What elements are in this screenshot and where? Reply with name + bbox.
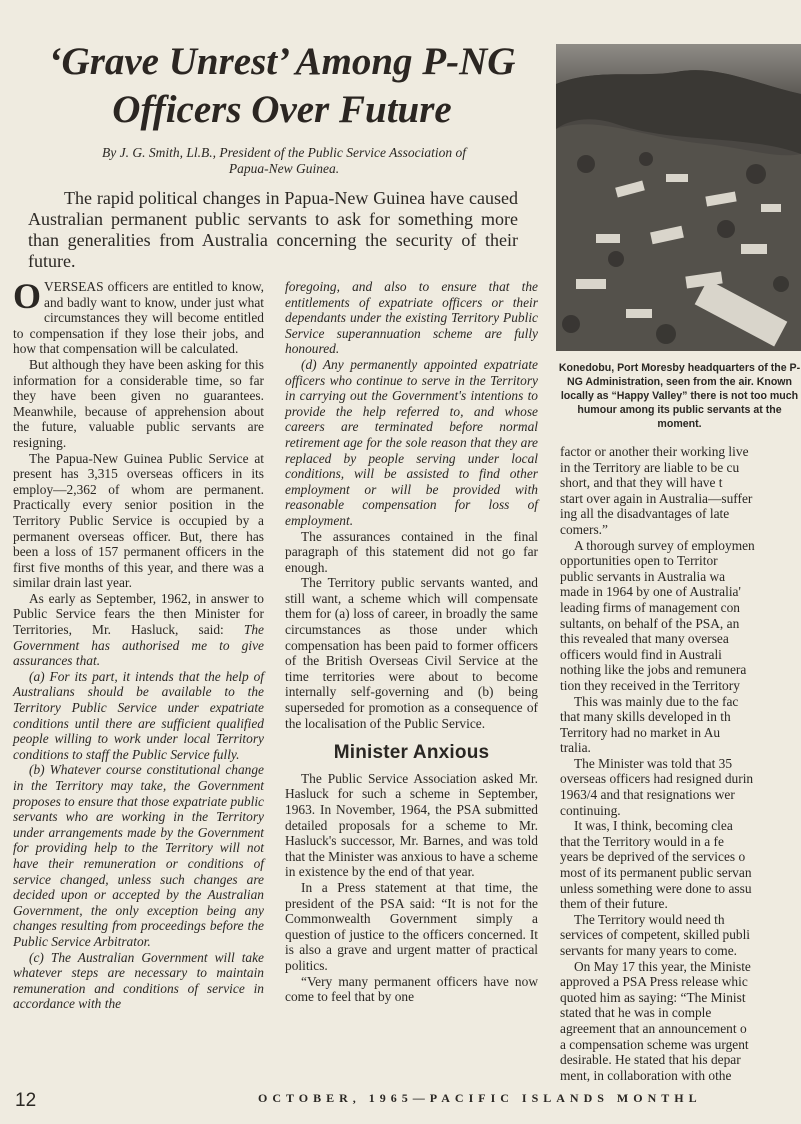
col1-paragraph-3: The Papua-New Guinea Public Service at present has 3,315 overseas officers in its employ—2,362 of whom are permanent. Practically every senior position in the Territory Public Service is occupied by a permanent overseas officer. But, there has been a loss of 157 permanent officers in the first five months of this year, and there was a similar drain last year. xyxy=(13,450,264,591)
col3-line: stated that he was in comple xyxy=(560,1005,712,1021)
col2-paragraph-4: The Territory public servants wanted, and still want, a scheme which will compensate them for (a) loss of career, in broadly the same circumstances as those under which compensation has been paid to former officers of the British Overseas Civil Service at the time territories were about to become internally self-governing and (b) being superseded for promotion as a consequence of the localisation of the Public Service. xyxy=(285,575,538,731)
col3-line: most of its permanent public servan xyxy=(560,865,752,881)
col2-paragraph-3: The assurances contained in the final paragraph of this statement did not go far enough. xyxy=(285,528,538,575)
column-1 xyxy=(13,276,264,1012)
col3-line: years be deprived of the services o xyxy=(560,849,746,865)
col3-line: leading firms of management con xyxy=(560,599,740,615)
photo-caption: Konedobu, Port Moresby headquarters of the P-NG Administration, seen from the air. Known locally as “Happy Valley” there is not too much humour among its public servants at the moment. xyxy=(558,362,801,430)
aerial-photo xyxy=(556,44,801,351)
col3-line: that the Territory would in a fe xyxy=(560,833,724,849)
col3-line: A thorough survey of employmen xyxy=(574,537,755,553)
col3-line: this revealed that many oversea xyxy=(560,631,729,647)
col3-line: On May 17 this year, the Ministe xyxy=(574,958,751,974)
col2-paragraph-6: In a Press statement at that time, the president of the PSA said: “It is not for the Commonwealth Government simply a question of justice to the officers concerned. It is also a grave and urgent matter of practical politics. xyxy=(285,879,538,973)
col3-line: quoted him as saying: “The Minist xyxy=(560,989,746,1005)
col3-line: that many skills developed in th xyxy=(560,709,731,725)
col3-line: This was mainly due to the fac xyxy=(574,693,739,709)
col3-line: ing all the disadvantages of late xyxy=(560,506,730,522)
col3-line: opportunities open to Territor xyxy=(560,553,718,569)
col3-line: 1963/4 and that resignations wer xyxy=(560,787,735,803)
headline-line-2: Officers Over Future xyxy=(112,88,452,131)
col3-line: It was, I think, becoming clea xyxy=(574,818,733,834)
col3-line: made in 1964 by one of Australia' xyxy=(560,584,741,600)
col2-paragraph-5: The Public Service Association asked Mr. Hasluck for such a scheme in September, 1963. In November, 1964, the PSA submitted detailed proposals for a scheme to Mr. Hasluck's successor, Mr. Barnes, and was told that the Minister was anxious to have a scheme in existence by the end of that year. xyxy=(285,770,538,880)
col3-line: tralia. xyxy=(560,740,591,756)
col3-line: The Minister was told that 35 xyxy=(574,755,733,771)
col3-line: tion they received in the Territory xyxy=(560,677,740,693)
col1-paragraph-6: (b) Whatever course constitutional change in the Territory may take, the Government proposes to ensure that those expatriate public servants who are working in the Territory under arrangements made by the Government for providing help to the Territory will not have their remuneration or conditions of service changed, unless such changes are decided upon or accepted by the Australian Government, the only exception being any changes resulting from proceedings before the Public Service Arbitrator. xyxy=(13,762,264,949)
col3-line: start over again in Australia—suffer xyxy=(560,490,753,506)
col3-line: comers.” xyxy=(560,521,608,537)
col3-line: agreement that an announcement o xyxy=(560,1020,747,1036)
col3-line: Territory had no market in Au xyxy=(560,724,721,740)
col1-paragraph-4: As early as September, 1962, in answer to Public Service fears the then Minister for Territories, Mr. Hasluck, said: The Government has authorised me to give assurances that. xyxy=(13,590,264,669)
col3-line: approved a PSA Press release whic xyxy=(560,974,748,990)
drop-cap: O xyxy=(13,276,42,316)
col3-line: public servants in Australia wa xyxy=(560,568,726,584)
col3-line: in the Territory are liable to be cu xyxy=(560,459,740,475)
col3-line: factor or another their working live xyxy=(560,444,749,459)
column-2 xyxy=(285,279,538,1005)
column-3 xyxy=(560,444,801,1084)
col3-line: The Territory would need th xyxy=(574,911,725,927)
col3-line: services of competent, skilled publi xyxy=(560,927,751,943)
col3-line: ment, in collaboration with othe xyxy=(560,1067,732,1083)
col2-paragraph-1: foregoing, and also to ensure that the entitlements of expatriate officers or their dependants under the existing Territory Public Service superannuation scheme are fully honoured. xyxy=(285,279,538,357)
headline-line-1: ‘Grave Unrest’ Among P-NG xyxy=(48,40,516,83)
col1-paragraph-5: (a) For its part, it intends that the help of Australians should be available to the Territory Public Service under expatriate conditions until there are sufficient qualified people willing to work under local Territory conditions to staff the Public Service fully. xyxy=(13,668,264,762)
aerial-photo-image xyxy=(556,44,801,351)
running-footer: OCTOBER, 1965—PACIFIC ISLANDS MONTHL xyxy=(258,1091,702,1105)
col3-line: officers would find in Australi xyxy=(560,646,722,662)
col1-paragraph-1: OVERSEAS officers are entitled to know, and badly want to know, under just what circumstances they will become entitled to compensation if they lose their jobs, and how that compensation will be calculated. xyxy=(13,276,264,357)
byline-line-1: By J. G. Smith, Ll.B., President of the Public Service Association of xyxy=(101,145,467,160)
col3-line: them of their future. xyxy=(560,896,668,912)
col3-line: desirable. He stated that his depar xyxy=(560,1052,741,1068)
col1-paragraph-7: (c) The Australian Government will take whatever steps are necessary to maintain remuneration and conditions of service in accordance with the xyxy=(13,949,264,1012)
col3-line: continuing. xyxy=(560,802,621,818)
col3-line: overseas officers had resigned durin xyxy=(560,771,754,787)
col3-line: unless something were done to assu xyxy=(560,880,752,896)
col2-paragraph-7: “Very many permanent officers have now come to feel that by one xyxy=(285,973,538,1005)
col3-line: servants for many years to come. xyxy=(560,943,737,958)
standfirst: The rapid political changes in Papua-New Guinea have caused Australian permanent public servants to ask for something more than generalities from Australia concerning the security of their future. xyxy=(28,188,518,271)
col2-paragraph-2: (d) Any permanently appointed expatriate officers who continue to serve in the Territory in carrying out the Government's intentions to provide the help referred to, and whose careers are terminated before normal retirement age for the sole reason that they are replaced by people serving under local conditions, will be assisted to find other employment or will be provided with reasonable compensation for loss of employment. xyxy=(285,356,538,528)
col3-line: a compensation scheme was urgent xyxy=(560,1036,749,1052)
col1-paragraph-2: But although they have been asking for this information for a considerable time, so far they have been given no guarantees. Meanwhile, because of apprehension about the future, valuable public servants are resigning. xyxy=(13,356,264,450)
headline xyxy=(12,38,552,134)
byline xyxy=(24,145,544,177)
col3-line: short, and that they will have t xyxy=(560,475,723,491)
col3-line: nothing like the jobs and remunera xyxy=(560,662,747,678)
col3-line xyxy=(560,1083,801,1084)
subheading: Minister Anxious xyxy=(333,742,490,764)
byline-line-2: Papua-New Guinea. xyxy=(228,161,340,176)
col3-line: sultants, on behalf of the PSA, an xyxy=(560,615,740,631)
page-number: 12 xyxy=(15,1090,37,1111)
